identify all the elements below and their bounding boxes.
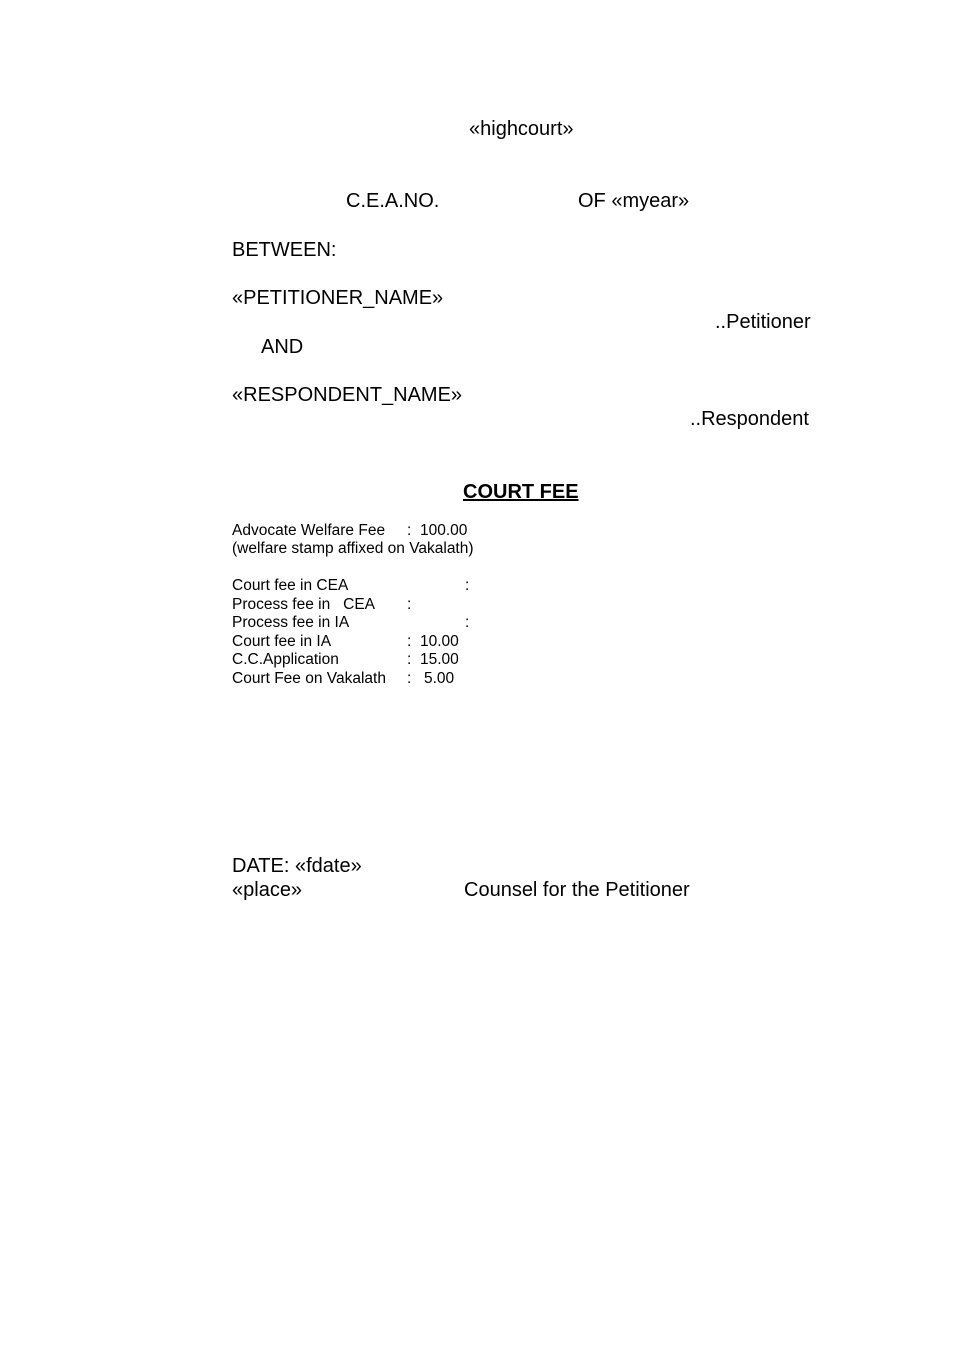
fee-row — [232, 615, 632, 633]
fee-colon: : — [465, 577, 470, 594]
fee-colon: : — [407, 633, 412, 650]
fee-colon: : — [465, 614, 470, 631]
fee-row — [232, 671, 632, 689]
respondent-role: ..Respondent — [690, 408, 809, 430]
fee-row — [232, 597, 632, 615]
fee-label: Process fee in IA — [232, 614, 350, 631]
welfare-fee-note: (welfare stamp affixed on Vakalath) — [232, 540, 474, 557]
and-label: AND — [261, 336, 304, 358]
court-fee-heading: COURT FEE — [463, 481, 579, 503]
welfare-fee-row — [232, 523, 632, 541]
fee-label: Court fee in IA — [232, 633, 332, 650]
petitioner-role: ..Petitioner — [715, 311, 811, 333]
fee-value: 10.00 — [420, 633, 459, 650]
welfare-fee-label: Advocate Welfare Fee — [232, 522, 386, 539]
fee-value: 5.00 — [424, 670, 455, 687]
fee-colon: : — [407, 651, 412, 668]
fee-row — [232, 578, 632, 596]
date-line: DATE: «fdate» — [232, 855, 362, 877]
between-label: BETWEEN: — [232, 239, 337, 261]
welfare-fee-value: 100.00 — [420, 522, 468, 539]
fee-label: Court Fee on Vakalath — [232, 670, 386, 687]
respondent-name: «RESPONDENT_NAME» — [232, 384, 463, 406]
place-line: «place» — [232, 879, 303, 901]
fee-colon: : — [407, 670, 412, 687]
case-number-label: C.E.A.NO. — [346, 190, 440, 212]
fee-row — [232, 634, 632, 652]
welfare-fee-colon: : — [407, 522, 412, 539]
court-name: «highcourt» — [469, 118, 574, 140]
fee-label: C.C.Application — [232, 651, 339, 668]
fee-label: Process fee in CEA — [232, 596, 376, 613]
fee-label: Court fee in CEA — [232, 577, 349, 594]
fee-colon: : — [407, 596, 412, 613]
petitioner-name: «PETITIONER_NAME» — [232, 287, 444, 309]
case-year-label: OF «myear» — [578, 190, 690, 212]
fee-row — [232, 652, 632, 670]
counsel-signature: Counsel for the Petitioner — [464, 879, 690, 901]
fee-value: 15.00 — [420, 651, 459, 668]
